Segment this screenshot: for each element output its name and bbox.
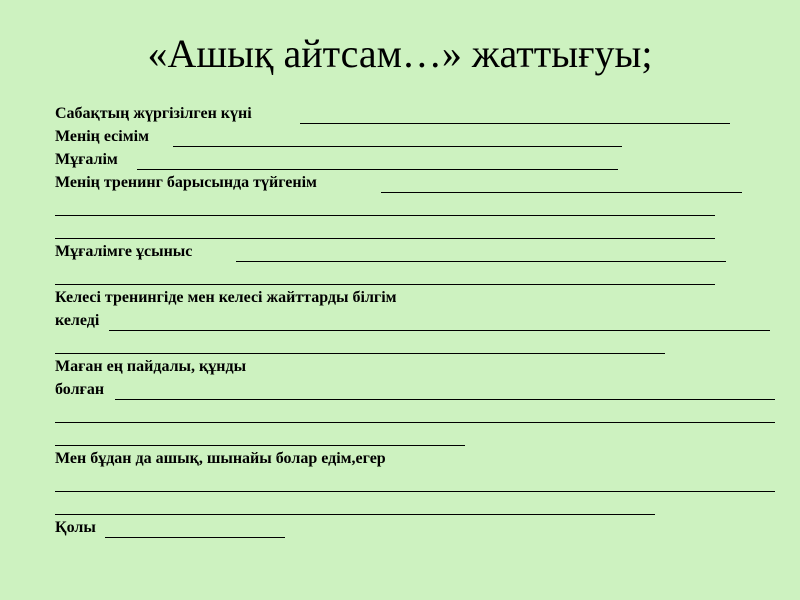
signature-blank[interactable] xyxy=(105,537,285,538)
learned-blank-line-2 xyxy=(55,197,785,220)
signature-label: Қолы xyxy=(55,519,96,536)
honest-blank-line-2 xyxy=(55,473,785,496)
next-training-blank-3[interactable] xyxy=(55,353,665,354)
signature-line xyxy=(55,519,785,542)
suggestion-blank-2[interactable] xyxy=(55,284,715,285)
next-training-label-1: Келесі тренингіде мен келесі жайттарды білгім xyxy=(55,289,397,306)
next-training-line-2 xyxy=(55,312,785,335)
useful-blank[interactable] xyxy=(115,399,775,400)
useful-label-1: Маған ең пайдалы, құнды xyxy=(55,358,247,375)
honest-blank-2[interactable] xyxy=(55,491,775,492)
suggestion-blank-line-2 xyxy=(55,266,785,289)
name-blank[interactable] xyxy=(173,146,622,147)
next-training-line-1 xyxy=(55,289,785,312)
learned-blank[interactable] xyxy=(381,192,742,193)
useful-label-2: болған xyxy=(55,381,105,398)
suggestion-label: Мұғалімге ұсыныс xyxy=(55,243,193,260)
honest-line xyxy=(55,450,785,473)
date-label: Сабақтың жүргізілген күні xyxy=(55,105,252,122)
date-line xyxy=(55,105,785,128)
useful-blank-line-4 xyxy=(55,427,785,450)
next-training-label-2: келеді xyxy=(55,312,100,329)
learned-blank-3[interactable] xyxy=(55,238,715,239)
useful-blank-line-3 xyxy=(55,404,785,427)
next-training-blank[interactable] xyxy=(109,330,770,331)
learned-blank-2[interactable] xyxy=(55,215,715,216)
learned-line xyxy=(55,174,785,197)
teacher-label: Мұғалім xyxy=(55,151,118,168)
date-blank[interactable] xyxy=(300,123,730,124)
honest-blank-3[interactable] xyxy=(55,514,655,515)
honest-blank-line-3 xyxy=(55,496,785,519)
honest-label: Мен бұдан да ашық, шынайы болар едім,егер xyxy=(55,450,386,467)
learned-blank-line-3 xyxy=(55,220,785,243)
useful-line-1 xyxy=(55,358,785,381)
slide-title: «Ашық айтсам…» жаттығуы; xyxy=(147,31,653,76)
useful-blank-4[interactable] xyxy=(55,445,465,446)
suggestion-line xyxy=(55,243,785,266)
feedback-form xyxy=(55,105,785,542)
teacher-line xyxy=(55,151,785,174)
suggestion-blank[interactable] xyxy=(236,261,726,262)
name-label: Менің есімім xyxy=(55,128,149,145)
teacher-blank[interactable] xyxy=(137,169,618,170)
useful-line-2 xyxy=(55,381,785,404)
next-training-blank-line-3 xyxy=(55,335,785,358)
name-line xyxy=(55,128,785,151)
learned-label: Менің тренинг барысында түйгенім xyxy=(55,174,317,191)
useful-blank-3[interactable] xyxy=(55,422,775,423)
